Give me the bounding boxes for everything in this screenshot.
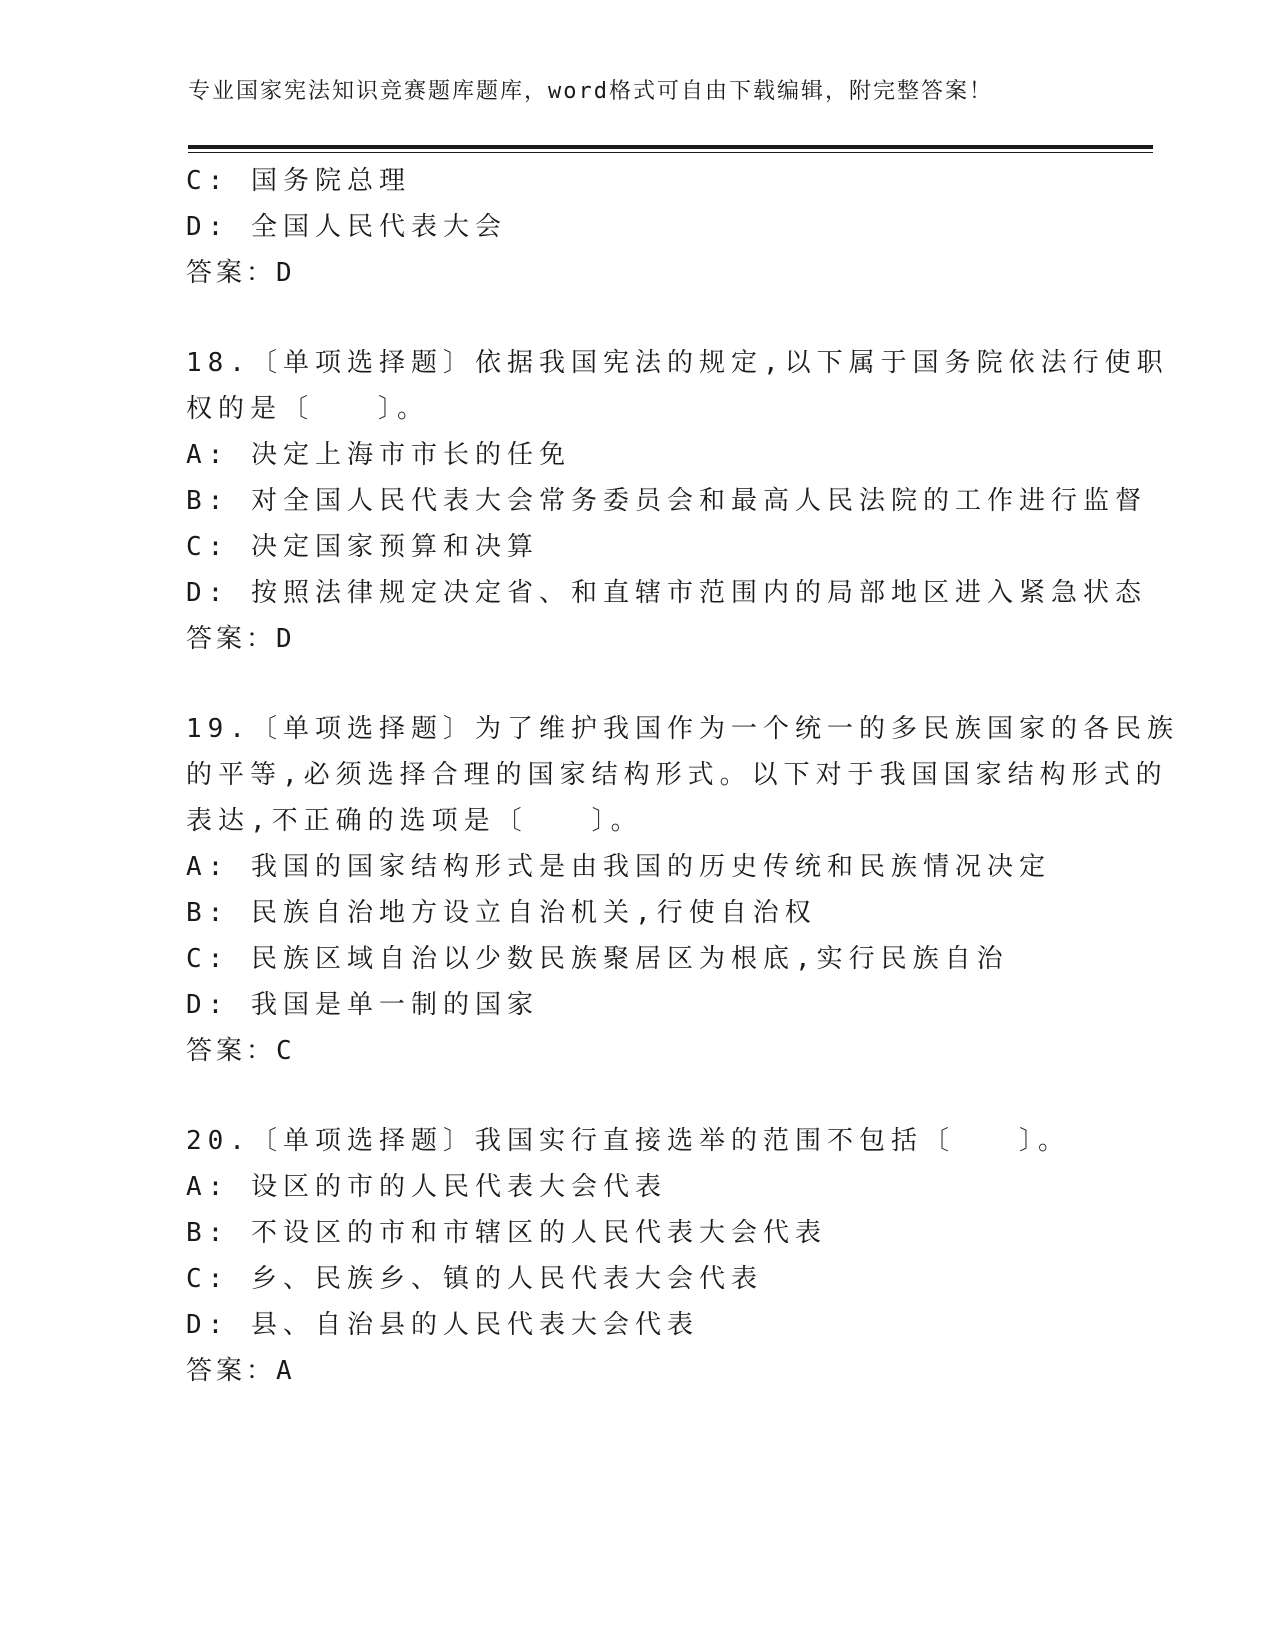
question-20 [186,1118,1086,1394]
answer: 答案：D [186,258,296,288]
answer: 答案：D [186,624,296,654]
option-d: D: 全国人民代表大会 [186,212,507,242]
answer: 答案：A [186,1356,296,1386]
option-c: C: 决定国家预算和决算 [186,532,539,562]
question-stem: 的平等,必须选择合理的国家结构形式。以下对于我国国家结构形式的 [186,760,1168,790]
option-c: C: 民族区域自治以少数民族聚居区为根底,实行民族自治 [186,944,1009,974]
page-header: 专业国家宪法知识竞赛题库题库，word格式可自由下载编辑，附完整答案！ [188,79,993,104]
question-17-continued [186,158,1086,296]
question-list [186,158,1179,1394]
option-a: A: 我国的国家结构形式是由我国的历史传统和民族情况决定 [186,852,1051,882]
option-a: A: 决定上海市市长的任免 [186,440,571,470]
option-b: B: 民族自治地方设立自治机关,行使自治权 [186,898,817,928]
answer: 答案：C [186,1036,296,1066]
option-c: C: 国务院总理 [186,166,411,196]
question-stem: 表达,不正确的选项是〔 〕。 [186,806,643,836]
spacer [186,1074,1086,1118]
option-d: D: 我国是单一制的国家 [186,990,539,1020]
question-stem: 20.〔单项选择题〕我国实行直接选举的范围不包括〔 〕。 [186,1126,1070,1156]
option-d: D: 按照法律规定决定省、和直辖市范围内的局部地区进入紧急状态 [186,578,1147,608]
option-b: B: 对全国人民代表大会常务委员会和最高人民法院的工作进行监督 [186,486,1147,516]
spacer [186,662,1086,706]
question-stem: 19.〔单项选择题〕为了维护我国作为一个统一的多民族国家的各民族 [186,714,1179,744]
question-stem: 18.〔单项选择题〕依据我国宪法的规定,以下属于国务院依法行使职 [186,348,1169,378]
option-a: A: 设区的市的人民代表大会代表 [186,1172,667,1202]
option-b: B: 不设区的市和市辖区的人民代表大会代表 [186,1218,827,1248]
option-c: C: 乡、民族乡、镇的人民代表大会代表 [186,1264,763,1294]
question-stem: 权的是〔 〕。 [186,394,430,424]
spacer [186,296,1086,340]
question-19 [186,706,1179,1074]
option-d: D: 县、自治县的人民代表大会代表 [186,1310,699,1340]
header-rule-thick [188,145,1153,149]
header-rule-thin [188,152,1153,153]
question-18 [186,340,1169,662]
